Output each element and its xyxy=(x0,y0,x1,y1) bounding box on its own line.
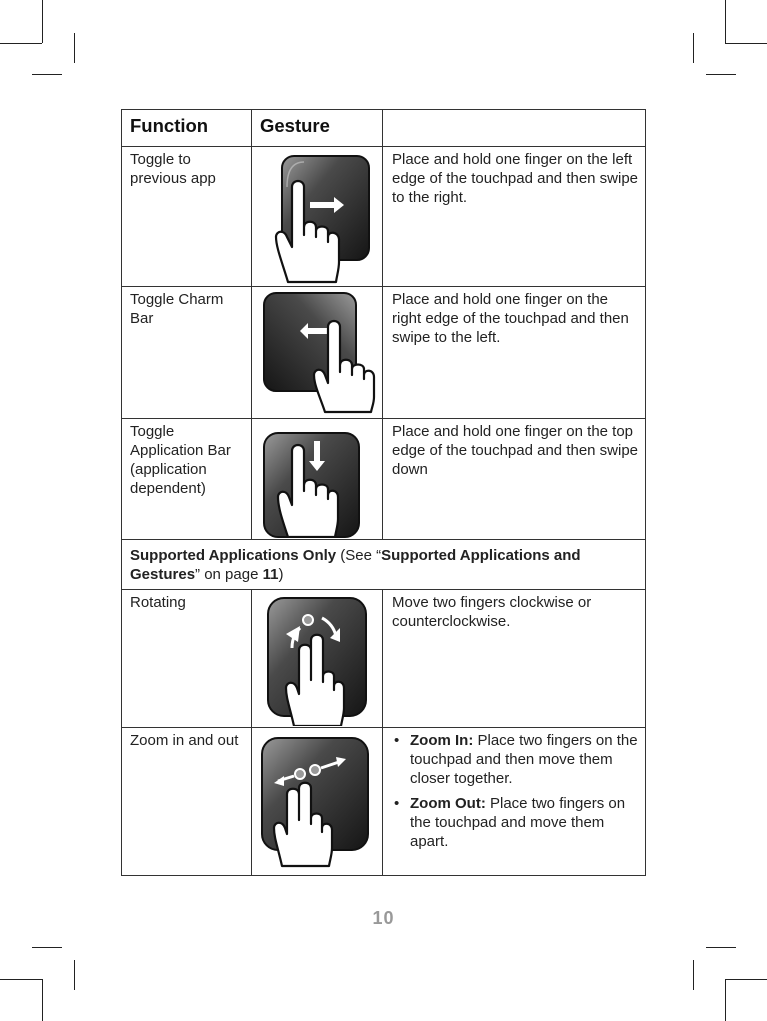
crop-mark xyxy=(725,43,767,44)
gesture-cell xyxy=(252,728,383,876)
table-row xyxy=(122,147,646,287)
two-finger-rotate-icon xyxy=(252,590,383,726)
bullet-icon: • xyxy=(394,795,400,812)
section-text: (See “ xyxy=(336,547,382,564)
description-cell: Place and hold one finger on the right edge of the touchpad and then swipe to the left. xyxy=(383,287,646,419)
crop-mark xyxy=(0,43,42,44)
header-gesture: Gesture xyxy=(252,110,383,147)
list-item xyxy=(392,731,639,788)
table-header-row xyxy=(122,110,646,147)
crop-mark xyxy=(725,979,767,980)
description-cell: Place and hold one finger on the top edge of the touchpad and then swipe down xyxy=(383,419,646,540)
function-cell: Rotating xyxy=(122,590,252,728)
gesture-cell xyxy=(252,147,383,287)
page-reference: 11 xyxy=(262,566,279,583)
description-cell: Move two fingers clockwise or counterclockwise. xyxy=(383,590,646,728)
crop-mark xyxy=(32,74,62,75)
page-number: 10 xyxy=(372,908,395,928)
function-cell: Zoom in and out xyxy=(122,728,252,876)
bullet-label: Zoom In: xyxy=(410,732,474,749)
crop-mark xyxy=(0,979,42,980)
list-item xyxy=(392,794,639,851)
table-row xyxy=(122,287,646,419)
table-row xyxy=(122,419,646,540)
description-cell xyxy=(383,728,646,876)
table-row xyxy=(122,728,646,876)
crop-mark xyxy=(74,33,75,63)
header-description xyxy=(383,110,646,147)
header-function: Function xyxy=(122,110,252,147)
crop-mark xyxy=(693,960,694,990)
crop-mark xyxy=(725,979,726,1021)
crop-mark xyxy=(74,960,75,990)
swipe-right-from-left-edge-icon xyxy=(252,147,383,285)
function-cell: Toggle Charm Bar xyxy=(122,287,252,419)
bullet-text: Place two fingers on the touchpad and move them apart. xyxy=(410,795,626,850)
section-row xyxy=(122,540,646,590)
section-heading xyxy=(122,540,646,590)
gesture-cell xyxy=(252,419,383,540)
gesture-cell xyxy=(252,287,383,419)
section-text: ) xyxy=(278,566,284,583)
bullet-label: Zoom Out: xyxy=(410,795,486,812)
section-link: Supported Applications and Gestures xyxy=(130,547,581,583)
crop-mark xyxy=(42,979,43,1021)
swipe-down-from-top-edge-icon xyxy=(252,419,383,538)
crop-mark xyxy=(706,74,736,75)
gesture-cell xyxy=(252,590,383,728)
function-cell: Toggle Application Bar (application dependent) xyxy=(122,419,252,540)
section-title: Supported Applications Only xyxy=(130,547,337,564)
swipe-left-from-right-edge-icon xyxy=(252,287,383,417)
bullet-list xyxy=(392,731,639,851)
gesture-table xyxy=(121,109,646,876)
description-cell: Place and hold one finger on the left edge of the touchpad and then swipe to the right. xyxy=(383,147,646,287)
table-row xyxy=(122,590,646,728)
function-cell: Toggle to previous app xyxy=(122,147,252,287)
crop-mark xyxy=(32,947,62,948)
crop-mark xyxy=(725,0,726,43)
crop-mark xyxy=(693,33,694,63)
two-finger-zoom-icon xyxy=(252,728,383,874)
crop-mark xyxy=(706,947,736,948)
bullet-icon: • xyxy=(394,732,400,749)
crop-mark xyxy=(42,0,43,43)
section-text: ” on page xyxy=(195,566,263,583)
bullet-text: Place two fingers on the touchpad and then move them closer together. xyxy=(410,732,638,787)
